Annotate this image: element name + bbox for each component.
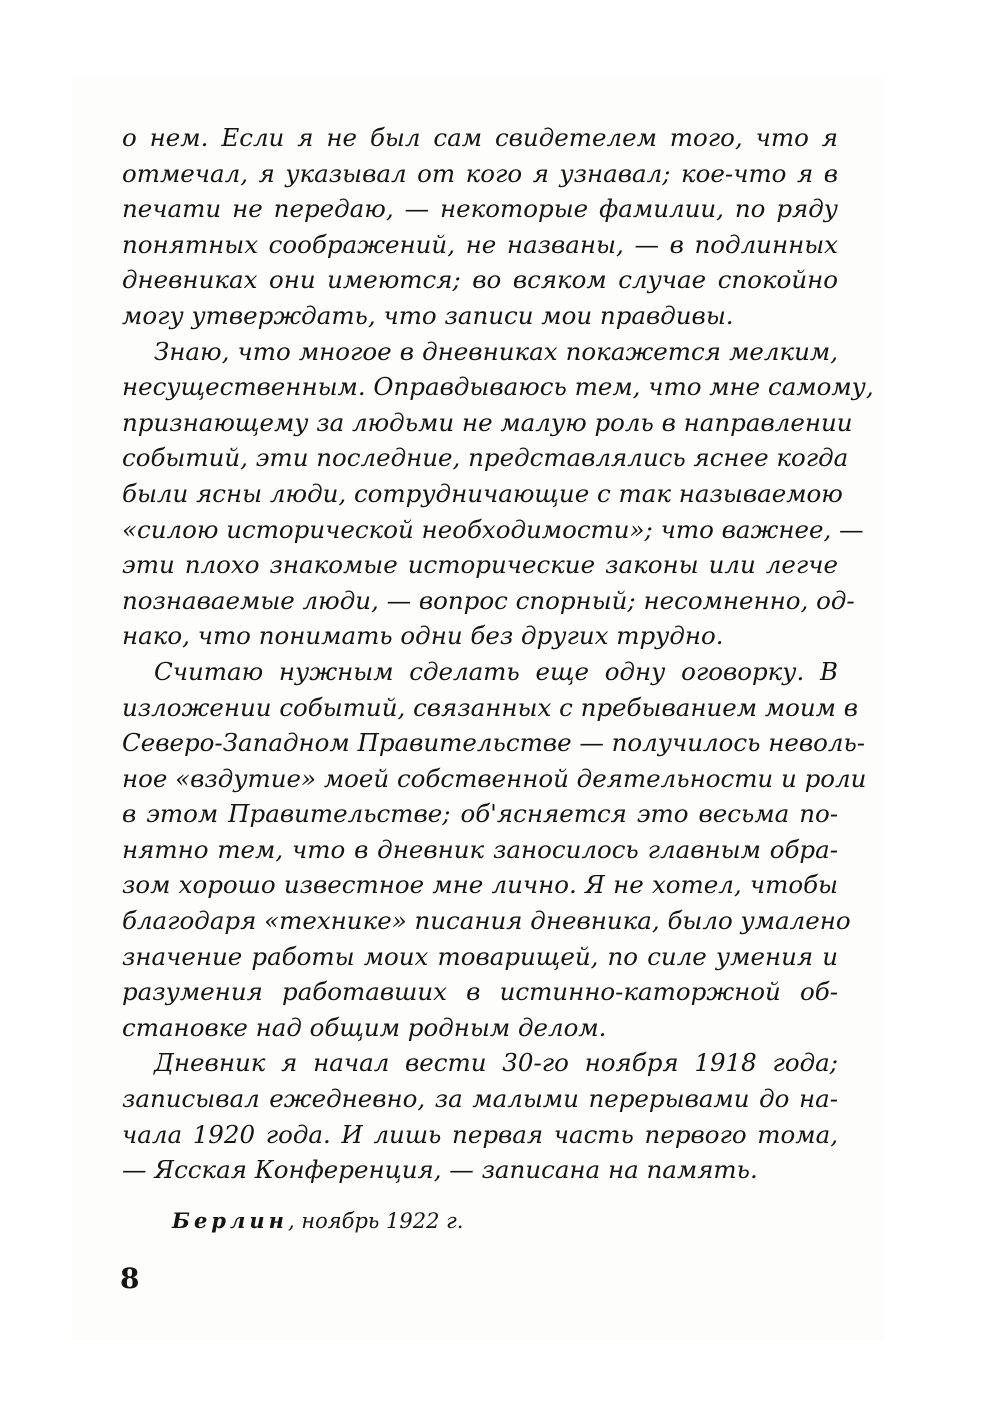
- text-line: нятно тем, что в дневник заносилось главным обра-: [122, 834, 838, 864]
- paragraph-4: [122, 1045, 838, 1187]
- signoff-date: , ноябрь 1922 г.: [287, 1209, 464, 1233]
- paragraph-3: [122, 654, 867, 1046]
- text-line: изложении событий, связанных с пребыванием моим в: [122, 692, 859, 722]
- signoff: [172, 1208, 463, 1233]
- text-line: несущественным. Оправдываюсь тем, что мне самому,: [122, 372, 874, 402]
- paragraph-1: [122, 120, 838, 334]
- text-line: были ясны люди, сотрудничающие с так называемою: [122, 478, 843, 508]
- text-line: разумения работавших в истинно-каторжной об-: [122, 977, 838, 1007]
- text-line: событий, эти последние, представлялись яснее когда: [122, 443, 849, 473]
- text-line: значение работы моих товарищей, по силе умения и: [122, 941, 838, 971]
- text-line: Дневник я начал вести 30-го ноября 1918 года;: [154, 1048, 838, 1078]
- text-line: дневниках они имеются; во всяком случае спокойно: [122, 265, 838, 295]
- text-line: «силою исторической необходимости»; что важнее, —: [122, 514, 864, 544]
- text-line: отмечал, я указывал от кого я узнавал; кое-что я в: [122, 158, 838, 188]
- signoff-place: Берлин: [172, 1208, 288, 1233]
- text-line: Северо-Западном Правительстве — получилось неволь-: [122, 728, 866, 758]
- body-text: [122, 120, 874, 1188]
- text-line: Считаю нужным сделать еще одну оговорку. В: [154, 656, 838, 686]
- paragraph-2: [122, 334, 874, 654]
- text-line: могу утверждать, что записи мои правдивы.: [122, 300, 734, 330]
- text-line: познаваемые люди, — вопрос спорный; несомненно, од-: [122, 585, 855, 615]
- text-line: записывал ежедневно, за малыми перерывами до на-: [122, 1084, 838, 1114]
- text-line: о нем. Если я не был сам свидетелем того, что я: [122, 123, 838, 152]
- text-line: в этом Правительстве; об'ясняется это весьма по-: [122, 799, 838, 829]
- text-line: — Ясская Конференция, — записана на память.: [122, 1155, 758, 1185]
- text-line: признающему за людьми не малую роль в направлении: [122, 407, 853, 437]
- text-line: становке над общим родным делом.: [122, 1012, 607, 1042]
- text-line: зом хорошо известное мне лично. Я не хотел, чтобы: [122, 870, 838, 900]
- text-line: нако, что понимать одни без других трудно.: [122, 621, 724, 651]
- text-line: понятных соображений, не названы, — в подлинных: [122, 229, 838, 259]
- text-line: благодаря «технике» писания дневника, было умалено: [122, 906, 851, 936]
- text-line: Знаю, что многое в дневниках покажется мелким,: [154, 336, 838, 366]
- text-line: печати не передаю, — некоторые фамилии, по ряду: [122, 194, 838, 224]
- page-number: 8: [120, 1262, 140, 1295]
- text-line: ное «вздутие» моей собственной деятельности и роли: [122, 763, 867, 793]
- text-line: эти плохо знакомые исторические законы или легче: [122, 550, 838, 580]
- text-line: чала 1920 года. И лишь первая часть первого тома,: [122, 1119, 838, 1149]
